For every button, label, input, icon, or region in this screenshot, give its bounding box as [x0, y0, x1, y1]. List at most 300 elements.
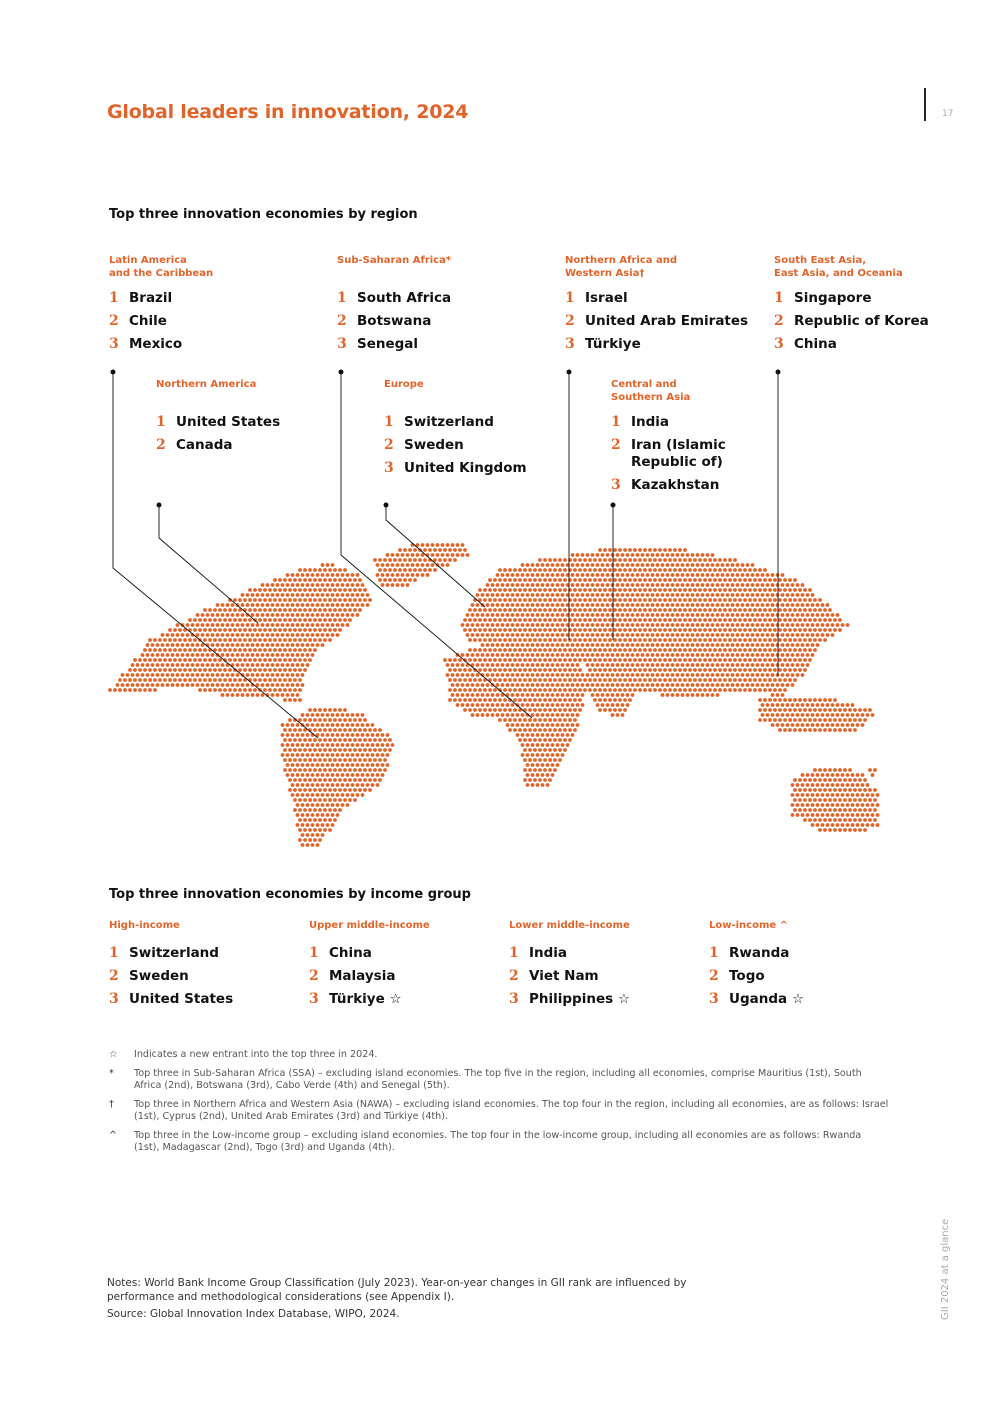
- map-dot: [648, 668, 652, 672]
- map-dot: [298, 618, 302, 622]
- map-dot: [226, 643, 230, 647]
- map-dot: [356, 743, 360, 747]
- map-dot: [813, 768, 817, 772]
- map-dot: [508, 618, 512, 622]
- map-dot: [293, 668, 297, 672]
- map-dot: [528, 768, 532, 772]
- map-dot: [841, 773, 845, 777]
- map-dot: [706, 643, 710, 647]
- map-dot: [803, 818, 807, 822]
- map-dot: [516, 573, 520, 577]
- map-dot: [701, 653, 705, 657]
- map-dot: [201, 613, 205, 617]
- map-dot: [286, 773, 290, 777]
- map-dot: [538, 668, 542, 672]
- map-dot: [796, 793, 800, 797]
- map-dot: [281, 693, 285, 697]
- map-dot: [463, 548, 467, 552]
- map-dot: [503, 608, 507, 612]
- map-dot: [158, 638, 162, 642]
- map-dot: [751, 653, 755, 657]
- map-dot: [188, 678, 192, 682]
- map-dot: [526, 693, 530, 697]
- map-dot: [348, 788, 352, 792]
- map-dot: [663, 548, 667, 552]
- map-dot: [528, 668, 532, 672]
- map-dot: [166, 663, 170, 667]
- map-dot: [573, 668, 577, 672]
- map-dot: [683, 588, 687, 592]
- map-dot: [706, 653, 710, 657]
- map-dot: [831, 823, 835, 827]
- map-dot: [583, 628, 587, 632]
- map-dot: [158, 658, 162, 662]
- map-dot: [771, 583, 775, 587]
- map-dot: [461, 683, 465, 687]
- map-dot: [536, 713, 540, 717]
- map-dot: [491, 663, 495, 667]
- map-dot: [608, 628, 612, 632]
- map-dot: [676, 663, 680, 667]
- map-dot: [566, 723, 570, 727]
- map-dot: [623, 628, 627, 632]
- map-dot: [756, 603, 760, 607]
- map-dot: [573, 608, 577, 612]
- map-dot: [728, 618, 732, 622]
- map-dot: [503, 718, 507, 722]
- map-dot: [613, 628, 617, 632]
- map-dot: [268, 628, 272, 632]
- map-dot: [303, 718, 307, 722]
- map-dot: [731, 633, 735, 637]
- map-dot: [543, 608, 547, 612]
- map-dot: [756, 623, 760, 627]
- map-dot: [758, 578, 762, 582]
- map-dot: [243, 618, 247, 622]
- map-dot: [858, 808, 862, 812]
- map-dot: [736, 623, 740, 627]
- map-dot: [483, 708, 487, 712]
- map-dot: [671, 623, 675, 627]
- map-dot: [528, 588, 532, 592]
- map-dot: [253, 608, 257, 612]
- map-dot: [506, 683, 510, 687]
- map-dot: [566, 643, 570, 647]
- map-dot: [313, 638, 317, 642]
- map-dot: [498, 658, 502, 662]
- map-dot: [306, 663, 310, 667]
- map-dot: [726, 583, 730, 587]
- map-dot: [511, 603, 515, 607]
- map-dot: [491, 713, 495, 717]
- map-dot: [531, 623, 535, 627]
- map-dot: [716, 663, 720, 667]
- map-dot: [243, 638, 247, 642]
- page-title: Global leaders in innovation, 2024: [107, 101, 469, 123]
- map-dot: [736, 583, 740, 587]
- map-dot: [611, 693, 615, 697]
- map-dot: [481, 663, 485, 667]
- map-dot: [708, 658, 712, 662]
- map-dot: [703, 658, 707, 662]
- map-dot: [341, 573, 345, 577]
- map-dot: [633, 638, 637, 642]
- map-dot: [538, 588, 542, 592]
- map-dot: [296, 633, 300, 637]
- map-dot: [156, 653, 160, 657]
- map-dot: [761, 583, 765, 587]
- map-dot: [508, 718, 512, 722]
- map-dot: [341, 773, 345, 777]
- map-dot: [478, 638, 482, 642]
- map-dot: [626, 583, 630, 587]
- map-dot: [558, 598, 562, 602]
- map-dot: [801, 643, 805, 647]
- map-dot: [313, 728, 317, 732]
- map-dot: [538, 638, 542, 642]
- map-dot: [613, 568, 617, 572]
- map-dot: [193, 628, 197, 632]
- map-dot: [721, 603, 725, 607]
- map-dot: [816, 783, 820, 787]
- map-dot: [873, 768, 877, 772]
- map-dot: [726, 673, 730, 677]
- map-dot: [313, 798, 317, 802]
- map-dot: [293, 778, 297, 782]
- map-dot: [236, 663, 240, 667]
- map-dot: [748, 628, 752, 632]
- map-dot: [508, 688, 512, 692]
- map-dot: [486, 703, 490, 707]
- map-dot: [548, 738, 552, 742]
- map-dot: [681, 683, 685, 687]
- map-dot: [751, 563, 755, 567]
- map-dot: [721, 653, 725, 657]
- map-dot: [268, 648, 272, 652]
- map-dot: [643, 598, 647, 602]
- map-dot: [541, 693, 545, 697]
- map-dot: [236, 693, 240, 697]
- map-dot: [503, 628, 507, 632]
- map-dot: [573, 678, 577, 682]
- map-dot: [696, 593, 700, 597]
- map-dot: [848, 818, 852, 822]
- map-dot: [316, 793, 320, 797]
- map-dot: [533, 688, 537, 692]
- map-dot: [373, 768, 377, 772]
- map-dot: [641, 553, 645, 557]
- map-dot: [626, 573, 630, 577]
- map-dot: [531, 563, 535, 567]
- map-dot: [151, 673, 155, 677]
- map-dot: [776, 673, 780, 677]
- map-dot: [641, 623, 645, 627]
- map-dot: [686, 573, 690, 577]
- map-dot: [601, 643, 605, 647]
- map-dot: [181, 673, 185, 677]
- map-dot: [693, 608, 697, 612]
- map-dot: [613, 598, 617, 602]
- map-dot: [821, 793, 825, 797]
- map-dot: [521, 723, 525, 727]
- map-dot: [363, 748, 367, 752]
- map-dot: [311, 653, 315, 657]
- map-dot: [188, 648, 192, 652]
- map-dot: [646, 663, 650, 667]
- map-dot: [676, 633, 680, 637]
- map-dot: [483, 658, 487, 662]
- map-dot: [678, 588, 682, 592]
- map-dot: [788, 608, 792, 612]
- map-dot: [211, 653, 215, 657]
- map-dot: [301, 673, 305, 677]
- map-dot: [233, 598, 237, 602]
- map-dot: [303, 658, 307, 662]
- map-dot: [511, 573, 515, 577]
- map-dot: [773, 708, 777, 712]
- map-dot: [608, 688, 612, 692]
- map-dot: [521, 603, 525, 607]
- map-dot: [598, 688, 602, 692]
- map-dot: [558, 608, 562, 612]
- map-dot: [566, 683, 570, 687]
- map-dot: [366, 733, 370, 737]
- map-dot: [718, 578, 722, 582]
- map-dot: [671, 593, 675, 597]
- map-dot: [733, 608, 737, 612]
- map-dot: [823, 698, 827, 702]
- map-dot: [606, 633, 610, 637]
- map-dot: [496, 603, 500, 607]
- map-dot: [116, 683, 120, 687]
- map-dot: [836, 813, 840, 817]
- map-dot: [371, 783, 375, 787]
- map-dot: [188, 638, 192, 642]
- map-dot: [298, 698, 302, 702]
- map-dot: [871, 823, 875, 827]
- map-dot: [293, 648, 297, 652]
- map-dot: [281, 743, 285, 747]
- map-dot: [323, 588, 327, 592]
- map-dot: [788, 648, 792, 652]
- map-dot: [333, 588, 337, 592]
- map-dot: [673, 568, 677, 572]
- map-dot: [343, 718, 347, 722]
- map-dot: [576, 613, 580, 617]
- map-dot: [588, 618, 592, 622]
- map-dot: [136, 673, 140, 677]
- map-dot: [806, 783, 810, 787]
- map-dot: [378, 558, 382, 562]
- map-dot: [688, 568, 692, 572]
- map-dot: [593, 588, 597, 592]
- map-dot: [551, 623, 555, 627]
- map-dot: [248, 668, 252, 672]
- map-dot: [598, 558, 602, 562]
- map-dot: [556, 663, 560, 667]
- map-dot: [248, 618, 252, 622]
- map-dot: [811, 783, 815, 787]
- map-dot: [543, 618, 547, 622]
- map-dot: [813, 618, 817, 622]
- map-dot: [506, 593, 510, 597]
- map-dot: [573, 708, 577, 712]
- map-dot: [493, 678, 497, 682]
- map-dot: [691, 663, 695, 667]
- map-dot: [678, 638, 682, 642]
- map-dot: [723, 688, 727, 692]
- map-dot: [216, 673, 220, 677]
- map-dot: [301, 833, 305, 837]
- map-dot: [526, 603, 530, 607]
- map-dot: [281, 723, 285, 727]
- map-dot: [658, 548, 662, 552]
- map-dot: [526, 633, 530, 637]
- map-dot: [811, 653, 815, 657]
- map-dot: [666, 623, 670, 627]
- map-dot: [651, 623, 655, 627]
- map-dot: [578, 648, 582, 652]
- map-dot: [528, 578, 532, 582]
- map-dot: [628, 618, 632, 622]
- map-dot: [453, 678, 457, 682]
- map-dot: [651, 633, 655, 637]
- map-dot: [808, 618, 812, 622]
- map-dot: [411, 563, 415, 567]
- map-dot: [488, 598, 492, 602]
- map-dot: [506, 673, 510, 677]
- map-dot: [291, 643, 295, 647]
- map-dot: [758, 598, 762, 602]
- map-dot: [541, 783, 545, 787]
- map-dot: [786, 683, 790, 687]
- map-dot: [623, 548, 627, 552]
- map-dot: [871, 773, 875, 777]
- map-dot: [856, 773, 860, 777]
- map-dot: [493, 628, 497, 632]
- map-dot: [701, 563, 705, 567]
- map-dot: [713, 618, 717, 622]
- map-dot: [271, 653, 275, 657]
- map-dot: [496, 633, 500, 637]
- map-dot: [486, 603, 490, 607]
- map-dot: [553, 738, 557, 742]
- map-dot: [573, 718, 577, 722]
- map-dot: [456, 703, 460, 707]
- map-dot: [811, 603, 815, 607]
- map-dot: [208, 608, 212, 612]
- map-dot: [723, 578, 727, 582]
- map-dot: [648, 598, 652, 602]
- map-dot: [718, 678, 722, 682]
- map-dot: [141, 683, 145, 687]
- map-dot: [711, 593, 715, 597]
- map-dot: [358, 748, 362, 752]
- map-dot: [573, 568, 577, 572]
- map-dot: [296, 623, 300, 627]
- map-dot: [258, 608, 262, 612]
- map-dot: [146, 643, 150, 647]
- map-dot: [296, 763, 300, 767]
- map-dot: [613, 668, 617, 672]
- map-dot: [653, 548, 657, 552]
- map-dot: [791, 813, 795, 817]
- map-dot: [673, 618, 677, 622]
- map-dot: [233, 688, 237, 692]
- map-dot: [591, 623, 595, 627]
- map-dot: [591, 613, 595, 617]
- map-dot: [148, 678, 152, 682]
- map-dot: [491, 673, 495, 677]
- map-dot: [206, 633, 210, 637]
- map-dot: [283, 698, 287, 702]
- map-dot: [668, 578, 672, 582]
- map-dot: [163, 678, 167, 682]
- map-dot: [653, 668, 657, 672]
- map-dot: [611, 653, 615, 657]
- map-dot: [321, 773, 325, 777]
- map-dot: [648, 648, 652, 652]
- map-dot: [243, 658, 247, 662]
- map-dot: [256, 663, 260, 667]
- map-dot: [726, 603, 730, 607]
- map-dot: [151, 663, 155, 667]
- map-dot: [371, 773, 375, 777]
- map-dot: [496, 653, 500, 657]
- map-dot: [536, 653, 540, 657]
- map-dot: [523, 678, 527, 682]
- map-dot: [338, 758, 342, 762]
- map-dot: [278, 598, 282, 602]
- map-dot: [548, 758, 552, 762]
- map-dot: [746, 633, 750, 637]
- map-dot: [436, 543, 440, 547]
- map-dot: [238, 628, 242, 632]
- map-dot: [796, 723, 800, 727]
- map-dot: [286, 603, 290, 607]
- map-dot: [528, 738, 532, 742]
- map-dot: [168, 668, 172, 672]
- map-dot: [651, 573, 655, 577]
- map-dot: [623, 708, 627, 712]
- map-dot: [746, 643, 750, 647]
- map-dot: [126, 673, 130, 677]
- map-dot: [298, 718, 302, 722]
- map-dot: [763, 608, 767, 612]
- map-dot: [328, 808, 332, 812]
- map-dot: [538, 648, 542, 652]
- map-dot: [563, 568, 567, 572]
- map-dot: [798, 708, 802, 712]
- map-dot: [541, 653, 545, 657]
- map-dot: [543, 778, 547, 782]
- map-dot: [558, 738, 562, 742]
- map-dot: [723, 648, 727, 652]
- map-dot: [576, 723, 580, 727]
- map-dot: [623, 638, 627, 642]
- map-dot: [753, 678, 757, 682]
- map-dot: [651, 603, 655, 607]
- map-dot: [391, 553, 395, 557]
- map-dot: [506, 613, 510, 617]
- map-dot: [776, 713, 780, 717]
- map-dot: [621, 573, 625, 577]
- map-dot: [208, 638, 212, 642]
- map-dot: [468, 678, 472, 682]
- map-dot: [748, 648, 752, 652]
- map-dot: [611, 673, 615, 677]
- map-dot: [738, 588, 742, 592]
